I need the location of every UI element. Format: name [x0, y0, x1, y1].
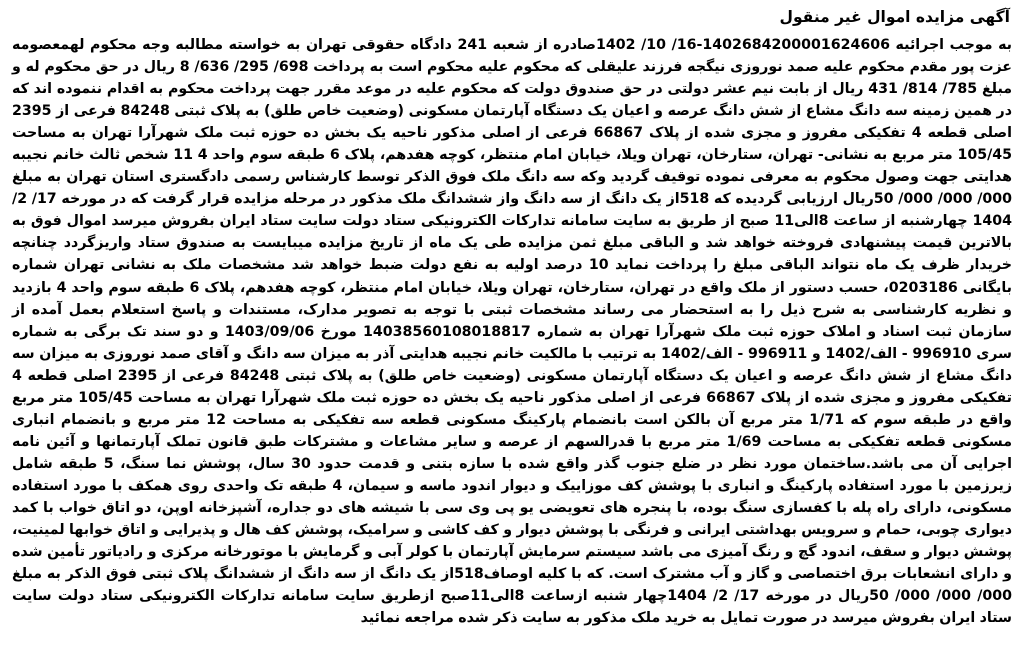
- auction-notice: [10, 6, 1014, 649]
- notice-body: به موجب اجرائیه 140268420000162460‌6-16/ 10/ 1402صادره از شعبه 241 دادگاه حقوقی تهران به خواسته مطالبه وجه محکوم لهمعصومه عزت پور مقدم محکوم علیه صمد نوروزی نیگجه فرزند علیقلی که محکوم علیه محکوم است به پرداخت 698/ 295/ 636/ 8 ریال در حق محکوم له و مبلغ 785/ 814/ 431 ریال از بابت نیم عشر دولتی در حق صندوق دولت که محکوم علیه در موعد مقرر جهت پرداخت محکوم به اقدام ننموده اند که در همین زمینه سه دانگ مشاع از شش دانگ عرصه و اعیان یک دستگاه آپارتمان مسکونی (وضعیت خاص طلق) به پلاک ثبتی 84248 فرعی از 2395 اصلی قطعه 4 تفکیکی مفروز و مجزی شده از پلاک 66867 فرعی از اصلی مذکور ناحیه یک بخش ده حوزه ثبت ملک شهرآرا تهران به مساحت 105/45 متر مربع به نشانی- تهران، ستارخان، تهران ویلا، خیابان امام منتظر، کوچه هفدهم، پلاک 6 طبقه سوم واحد 4 11 شخص ثالث خانم نجیبه هدایتی جهت وصول محکوم به معرفی نموده توقیف گردید وکه سه دانگ ملک فوق الذکر توسط کارشناس رسمی دادگستری استان تهران به مبلغ 000/ 000/ 000/ 50ریال ارزیابی گردیده که 518از یک دانگ از سه دانگ واز ششدانگ ملک مذکور در مرحله مزایده قرار گرفت که در مورخه 17/ 2/ 1404 چهارشنبه از ساعت 8الی11 صبح از طریق به سایت سامانه تدارکات الکترونیکی ستاد دولت سایت ستاد ایران بفروش میرسد اموال فوق به بالاترین قیمت پیشنهادی فروخته خواهد شد و الباقی مبلغ ثمن مزایده طی یک ماه از تاریخ مزایده میبایست به صندوق ستاد واریزگردد چنانچه خریدار ظرف یک ماه نتواند الباقی مبلغ را پرداخت نماید 10 درصد اولیه به نفع دولت ضبط خواهد شد مشخصات ملک به نشانی تهران شماره بایگانی 0203186، حسب دستور از ملک واقع در تهران، ستارخان، تهران ویلا، خیابان امام منتظر، کوچه هفدهم، پلاک 6 طبقه سوم واحد 4 بازدید و نظریه کارشناسی به شرح ذیل را به استحضار می رساند مشخصات ثبتی با توجه به تصویر مدارک، مستندات و پاسخ استعلام بعمل آمده از سازمان ثبت اسناد و املاک حوزه ثبت ملک شهرآرا تهران به شماره 140385601080188‌17 مورخ 1403/09/06 و دو سند تک برگی به شماره سری 996910 - الف/1402 و 996911 - الف/1402 به ترتیب با مالکیت خانم نجیبه هدایتی آذر به میزان سه دانگ و آقای صمد نوروزی به میزان سه دانگ مشاع از شش دانگ عرصه و اعیان یک دستگاه آپارتمان مسکونی (وضعیت خاص طلق) به پلاک ثبتی 84248 فرعی از 2395 اصلی قطعه 4 تفکیکی مفروز و مجزی شده از پلاک 66867 فرعی از اصلی مذکور ناحیه یک بخش ده حوزه ثبت ملک شهرآرا تهران به مساحت 105/45 متر مربع واقع در طبقه سوم که 1/71 متر مربع آن بالکن است بانضمام پارکینگ مسکونی قطعه سه تفکیکی به مساحت 12 متر مربع و بانضمام انباری مسکونی قطعه تفکیکی به مساحت 1/69 متر مربع با قدرالسهم از عرصه و سایر مشاعات و مشترکات طبق قانون تملک آپارتمانها و آئین نامه اجرایی آن می باشد.ساختمان مورد نظر در ضلع جنوب گذر واقع شده با سازه بتنی و قدمت حدود 30 سال، پوشش نما سنگ، 5 طبقه شامل زیرزمین با مورد استفاده پارکینگ و انباری با پوشش کف موزاییک و دیوار اندود ماسه و سیمان، 4 طبقه تک واحدی روی همکف با مورد استفاده مسکونی، دارای راه پله با کفسازی سنگ بوده، با پنجره های تعویضی یو پی وی سی با شیشه های دو جداره، آشپزخانه اوپن، دو اتاق خواب با کمد دیواری چوبی، حمام و سرویس بهداشتی ایرانی و فرنگی با پوشش دیوار و کف کاشی و سرامیک، پوشش کف هال و پذیرایی و اتاق خوابها لمینیت، پوشش دیوار و سقف، اندود گچ و رنگ آمیزی می باشد سیستم سرمایش آپارتمان با کولر آبی و گرمایش با موتورخانه مرکزی و رادیاتور تأمین شده و دارای انشعابات برق اختصاصی و گاز و آب مشترک است. که با کلیه اوصاف518از یک دانگ از سه دانگ از ششدانگ پلاک ثبتی فوق الذکر به مبلغ 000/ 000/ 000/ 50ریال در مورخه 17/ 2/ 1404چهار شنبه ازساعت 8الی11صبح ازطریق سایت سامانه تدارکات الکترونیکی ستاد دولت سایت ستاد ایران بفروش میرسد در صورت تمایل به خرید ملک مذکور به سایت ذکر شده مراجعه نمائید: [12, 37, 1013, 627]
- notice-title: آگهی مزایده اموال غیر منقول: [779, 8, 1010, 26]
